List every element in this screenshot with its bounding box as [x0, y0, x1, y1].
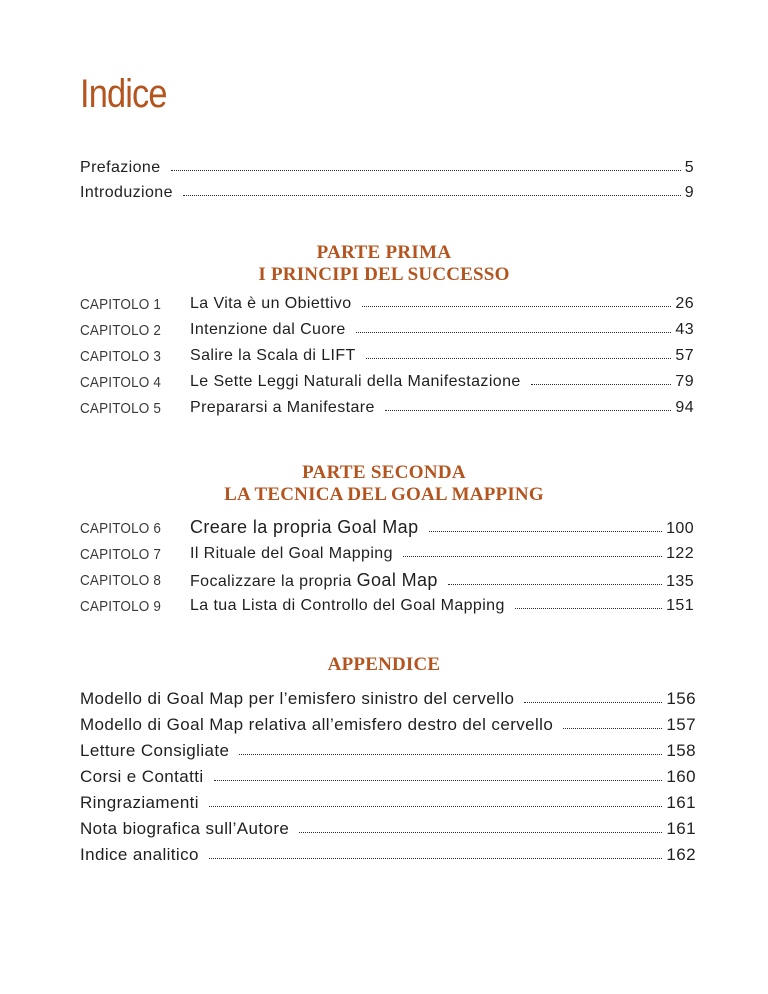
- dot-leader: [356, 331, 672, 333]
- part-title: LA TECNICA DEL GOAL MAPPING: [224, 484, 544, 505]
- toc-entry-page: 5: [684, 159, 694, 176]
- appendix-entry-page: 161: [666, 819, 696, 838]
- part-number: PARTE SECONDA: [302, 462, 466, 483]
- appendix-entry: [80, 846, 696, 863]
- chapter-title: Prepararsi a Manifestare: [190, 399, 375, 416]
- appendix-entry-page: 156: [666, 689, 696, 708]
- appendix-entry-label: Ringraziamenti: [80, 793, 199, 812]
- chapter-title: Creare la propria Goal Map: [190, 517, 419, 537]
- appendix-entry-page: 160: [666, 767, 696, 786]
- dot-leader: [429, 530, 663, 532]
- dot-leader: [366, 357, 672, 359]
- chapter-title: Salire la Scala di LIFT: [190, 347, 356, 364]
- appendix-entry-page: 157: [666, 715, 696, 734]
- chapter-number: CAPITOLO 2: [80, 322, 162, 339]
- dot-leader: [209, 857, 663, 859]
- appendix-title: APPENDICE: [327, 654, 441, 675]
- toc-entry-page: 9: [684, 184, 694, 201]
- chapter-entry-8: [190, 571, 694, 590]
- appendix-entry: [80, 742, 696, 759]
- chapter-entry-6: [190, 518, 694, 537]
- dot-leader: [563, 727, 662, 729]
- chapter-entry-2: [190, 322, 694, 338]
- appendix-entry-label: Indice analitico: [80, 845, 199, 864]
- dot-leader: [362, 305, 672, 307]
- dot-leader: [299, 831, 662, 833]
- page-title: Indice: [80, 72, 167, 116]
- chapter-title-part: Goal Map: [356, 570, 438, 590]
- appendix-entry-label: Modello di Goal Map per l’emisfero sinistro del cervello: [80, 689, 515, 708]
- chapter-title: Le Sette Leggi Naturali della Manifestazione: [190, 373, 521, 390]
- chapter-title: Il Rituale del Goal Mapping: [190, 545, 393, 562]
- appendix-entry-label: Letture Consigliate: [80, 741, 230, 760]
- dot-leader: [515, 607, 662, 609]
- dot-leader: [183, 194, 681, 196]
- chapter-number: CAPITOLO 3: [80, 348, 162, 365]
- dot-leader: [171, 169, 681, 171]
- chapter-entry-4: [190, 374, 694, 390]
- chapter-page: 79: [675, 373, 694, 390]
- dot-leader: [403, 555, 662, 557]
- part-heading-prima: [0, 242, 768, 286]
- part-number: PARTE PRIMA: [316, 242, 452, 263]
- chapter-title-part: Focalizzare la propria: [190, 573, 357, 590]
- part-title: I PRINCIPI DEL SUCCESSO: [258, 264, 510, 285]
- appendix-entry: [80, 716, 696, 733]
- chapter-title: [190, 571, 438, 590]
- appendix-entry: [80, 690, 696, 707]
- toc-entry-label: Introduzione: [80, 184, 173, 201]
- appendix-entry: [80, 794, 696, 811]
- chapter-number: CAPITOLO 7: [80, 546, 162, 563]
- chapter-title: La tua Lista di Controllo del Goal Mapping: [190, 597, 505, 614]
- appendix-entry-page: 158: [666, 741, 696, 760]
- chapter-entry-7: [190, 546, 694, 562]
- part-heading-seconda: [0, 462, 768, 506]
- chapter-page: 26: [675, 295, 694, 312]
- dot-leader: [214, 779, 663, 781]
- appendix-entry-label: Nota biografica sull’Autore: [80, 819, 290, 838]
- chapter-entry-3: [190, 348, 694, 364]
- dot-leader: [209, 805, 662, 807]
- dot-leader: [531, 383, 672, 385]
- chapter-page: 57: [675, 347, 694, 364]
- chapter-number: CAPITOLO 5: [80, 400, 162, 417]
- chapter-number: CAPITOLO 8: [80, 572, 162, 589]
- appendix-entry-label: Corsi e Contatti: [80, 767, 204, 786]
- chapter-number: CAPITOLO 6: [80, 520, 162, 537]
- appendix-entry-page: 162: [666, 845, 696, 864]
- chapter-entry-9: [190, 598, 694, 614]
- chapter-title: La Vita è un Obiettivo: [190, 295, 352, 312]
- appendix-entry: [80, 820, 696, 837]
- chapter-number: CAPITOLO 4: [80, 374, 162, 391]
- dot-leader: [448, 583, 662, 585]
- chapter-page: 135: [666, 573, 694, 590]
- chapter-number: CAPITOLO 9: [80, 598, 162, 615]
- appendix-heading: [0, 654, 768, 676]
- chapter-page: 100: [666, 520, 694, 537]
- chapter-page: 43: [675, 321, 694, 338]
- appendix-entry: [80, 768, 696, 785]
- appendix-entry-label: Modello di Goal Map relativa all’emisfero destro del cervello: [80, 715, 554, 734]
- dot-leader: [239, 753, 662, 755]
- toc-entry-label: Prefazione: [80, 159, 161, 176]
- appendix-entry-page: 161: [666, 793, 696, 812]
- chapter-entry-5: [190, 400, 694, 416]
- dot-leader: [524, 701, 662, 703]
- dot-leader: [385, 409, 672, 411]
- toc-entry-prefazione: [80, 160, 694, 176]
- chapter-page: 122: [666, 545, 694, 562]
- chapter-number: CAPITOLO 1: [80, 296, 162, 313]
- toc-entry-introduzione: [80, 185, 694, 201]
- chapter-page: 94: [675, 399, 694, 416]
- chapter-entry-1: [190, 296, 694, 312]
- chapter-title: Intenzione dal Cuore: [190, 321, 346, 338]
- chapter-page: 151: [666, 597, 694, 614]
